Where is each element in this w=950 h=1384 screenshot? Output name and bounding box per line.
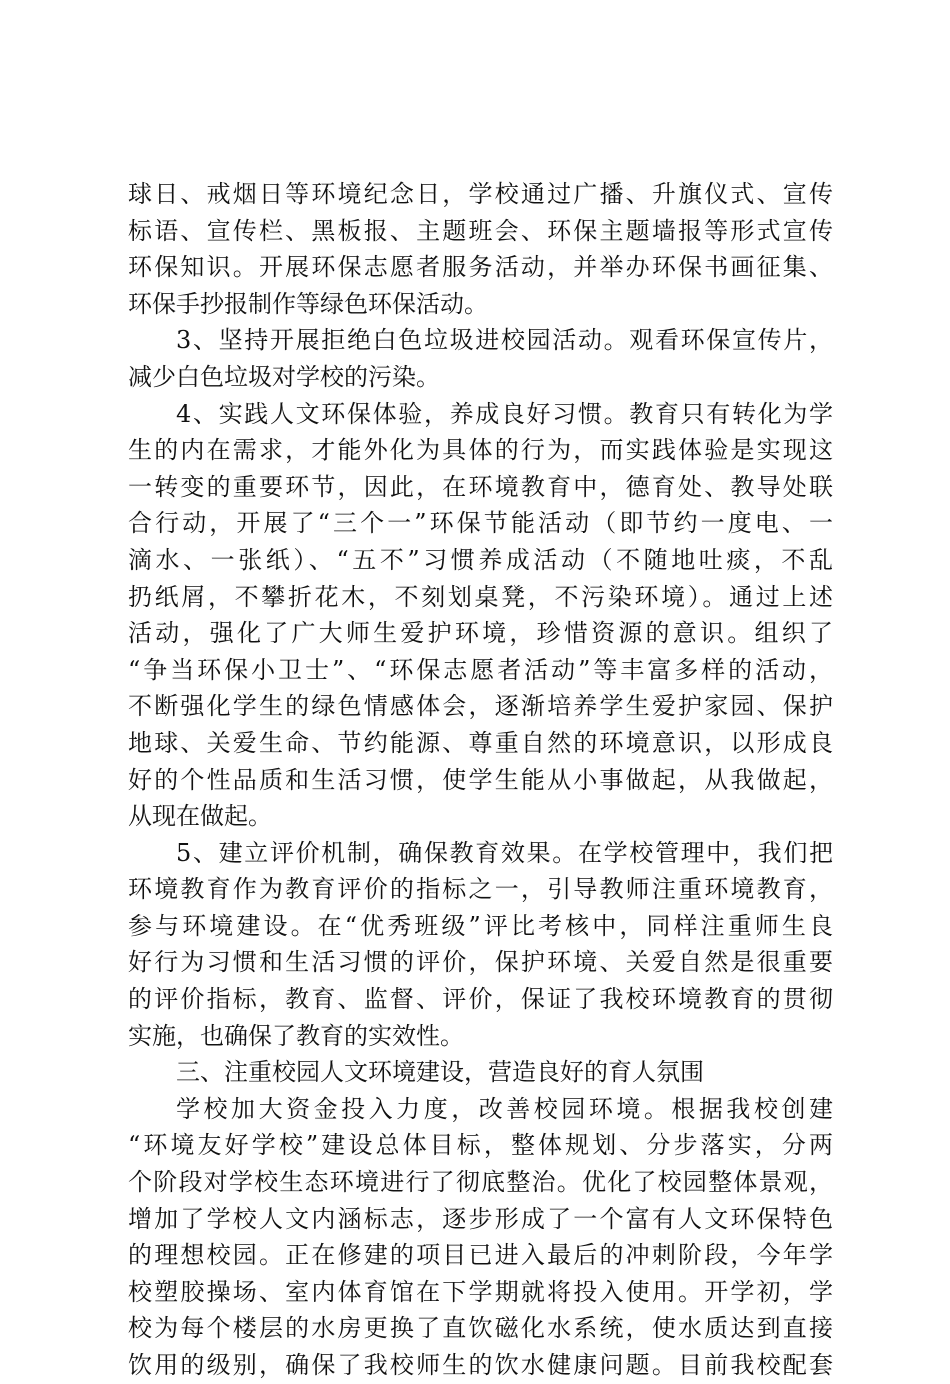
text-line: 的评价指标，教育、监督、评价，保证了我校环境教育的贯彻	[128, 985, 833, 1014]
text-line: 4、实践人文环保体验，养成良好习惯。教育只有转化为学	[176, 399, 833, 428]
text-line: 不断强化学生的绿色情感体会，逐渐培养学生爱护家园、保护	[128, 692, 833, 721]
text-line: 减少白色垃圾对学校的污染。	[128, 362, 440, 391]
text-line: 合行动，开展了“三个一”环保节能活动（即节约一度电、一	[128, 509, 833, 538]
document-body	[128, 176, 833, 1384]
text-line: 活动，强化了广大师生爱护环境，珍惜资源的意识。组织了	[128, 619, 833, 648]
text-line: 从现在做起。	[128, 802, 272, 831]
text-line: 地球、关爱生命、节约能源、尊重自然的环境意识，以形成良	[128, 728, 833, 757]
text-line: 3、坚持开展拒绝白色垃圾进校园活动。观看环保宣传片，	[176, 326, 833, 355]
text-line: “争当环保小卫士”、“环保志愿者活动”等丰富多样的活动，	[128, 655, 833, 684]
text-line: 学校加大资金投入力度，改善校园环境。根据我校创建	[176, 1094, 833, 1123]
text-line: 增加了学校人文内涵标志，逐步形成了一个富有人文环保特色	[128, 1204, 833, 1233]
text-line: 5、建立评价机制，确保教育效果。在学校管理中，我们把	[176, 838, 833, 867]
text-line: 校为每个楼层的水房更换了直饮磁化水系统，使水质达到直接	[128, 1314, 833, 1343]
text-line: 标语、宣传栏、黑板报、主题班会、环保主题墙报等形式宣传	[128, 216, 833, 245]
text-line: 校塑胶操场、室内体育馆在下学期就将投入使用。开学初，学	[128, 1277, 833, 1306]
text-line: 滴水、一张纸）、“五不”习惯养成活动（不随地吐痰，不乱	[128, 545, 833, 574]
text-line: 的理想校园。正在修建的项目已进入最后的冲刺阶段，今年学	[128, 1241, 833, 1270]
text-line: 扔纸屑，不攀折花木，不刻划桌凳，不污染环境）。通过上述	[128, 582, 833, 611]
text-line: 好行为习惯和生活习惯的评价，保护环境、关爱自然是很重要	[128, 948, 833, 977]
text-line: 一转变的重要环节，因此，在环境教育中，德育处、教导处联	[128, 472, 833, 501]
text-line: “环境友好学校”建设总体目标，整体规划、分步落实，分两	[128, 1131, 833, 1160]
text-line: 好的个性品质和生活习惯，使学生能从小事做起，从我做起，	[128, 765, 833, 794]
text-line: 生的内在需求，才能外化为具体的行为，而实践体验是实现这	[128, 436, 833, 465]
text-line: 三、注重校园人文环境建设，营造良好的育人氛围	[176, 1058, 704, 1087]
text-line: 个阶段对学校生态环境进行了彻底整治。优化了校园整体景观，	[128, 1168, 833, 1197]
text-line: 环境教育作为教育评价的指标之一，引导教师注重环境教育，	[128, 875, 833, 904]
text-line: 环保知识。开展环保志愿者服务活动，并举办环保书画征集、	[128, 253, 833, 282]
text-line: 参与环境建设。在“优秀班级”评比考核中，同样注重师生良	[128, 911, 833, 940]
text-line: 实施，也确保了教育的实效性。	[128, 1021, 464, 1050]
text-line: 球日、戒烟日等环境纪念日，学校通过广播、升旗仪式、宣传	[128, 180, 833, 208]
text-line: 饮用的级别，确保了我校师生的饮水健康问题。目前我校配套	[128, 1351, 833, 1379]
text-line: 环保手抄报制作等绿色环保活动。	[128, 289, 488, 318]
